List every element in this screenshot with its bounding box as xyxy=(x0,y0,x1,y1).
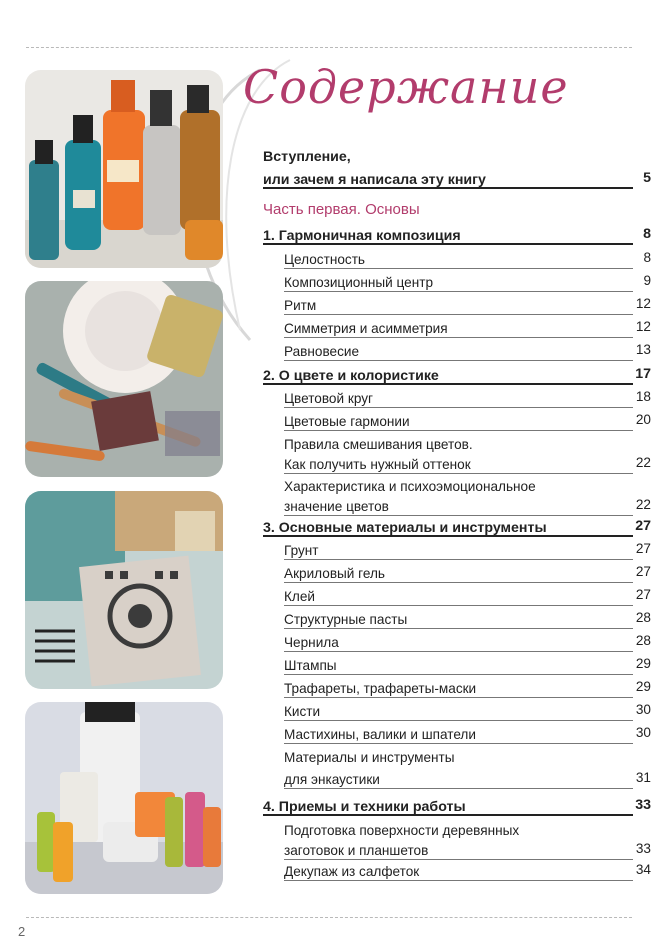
toc-leader-line xyxy=(284,559,633,560)
toc-leader-line xyxy=(284,743,633,744)
toc-leader-line xyxy=(284,880,633,881)
toc-part-heading xyxy=(263,201,651,219)
toc-leader-line xyxy=(284,314,633,315)
toc-entry-text: Симметрия и асимметрия xyxy=(284,321,448,336)
toc-entry-text: заготовок и планшетов xyxy=(284,843,429,858)
photo-spray-bottles xyxy=(25,70,223,268)
toc-leader-line xyxy=(284,291,633,292)
toc-leader-line xyxy=(284,337,633,338)
toc-chapter xyxy=(263,798,651,816)
toc-leader-line xyxy=(284,473,633,474)
toc-page-number: 27 xyxy=(635,564,651,579)
toc-entry-text: Равновесие xyxy=(284,344,360,359)
toc-page-number: 27 xyxy=(635,541,651,556)
toc-entry xyxy=(284,726,651,744)
toc-entry xyxy=(284,274,651,292)
toc-leader-line xyxy=(263,535,633,537)
toc-page-number: 28 xyxy=(635,610,651,625)
toc-entry xyxy=(284,863,651,881)
toc-page-number: 30 xyxy=(635,702,651,717)
toc-entry-text: значение цветов xyxy=(284,499,389,514)
toc-entry-text: Структурные пасты xyxy=(284,612,408,627)
toc-page-number: 8 xyxy=(643,250,651,265)
toc-chapter xyxy=(263,519,651,537)
toc-page-number: 28 xyxy=(635,633,651,648)
photo-jars xyxy=(25,702,223,894)
toc-entry xyxy=(284,413,651,431)
toc-page-number: 33 xyxy=(635,797,651,813)
toc-page-number: 34 xyxy=(635,862,651,877)
toc-entry xyxy=(284,588,651,606)
toc-entry-text: Ритм xyxy=(284,298,317,313)
toc-entry xyxy=(284,320,651,338)
toc-leader-line xyxy=(284,628,633,629)
toc-page-number: 27 xyxy=(635,518,651,534)
toc-entry-text: 3. Основные материалы и инструменты xyxy=(263,520,547,536)
toc-leader-line xyxy=(284,605,633,606)
toc-leader-line xyxy=(284,674,633,675)
photo-stencils xyxy=(25,491,223,689)
toc-page-number: 5 xyxy=(643,170,651,186)
toc-entry xyxy=(284,542,651,560)
toc-entry xyxy=(284,436,651,474)
toc-page-number: 9 xyxy=(643,273,651,288)
toc-page-number: 27 xyxy=(635,587,651,602)
toc-entry xyxy=(284,297,651,315)
toc-entry xyxy=(284,703,651,721)
toc-leader-line xyxy=(284,859,633,860)
toc-entry-text: Штампы xyxy=(284,658,337,673)
toc-entry xyxy=(284,822,651,860)
toc-entry-text: Материалы и инструменты xyxy=(284,750,455,765)
toc-entry xyxy=(284,251,651,269)
toc-leader-line xyxy=(263,243,633,245)
toc-entry-text: Композиционный центр xyxy=(284,275,434,290)
toc-entry xyxy=(284,343,651,361)
toc-page-number: 22 xyxy=(635,455,651,470)
toc-entry-text: Чернила xyxy=(284,635,339,650)
toc-page-number: 12 xyxy=(635,319,651,334)
toc-entry xyxy=(284,390,651,408)
toc-leader-line xyxy=(284,651,633,652)
toc-intro-line2: или зачем я написала эту книгу xyxy=(263,172,486,188)
toc-chapter xyxy=(263,227,651,245)
toc-leader-line xyxy=(263,814,633,816)
toc-page-number: 29 xyxy=(635,656,651,671)
toc-entry-text: 1. Гармоничная композиция xyxy=(263,228,461,244)
toc-entry-text: Трафареты, трафареты-маски xyxy=(284,681,477,696)
toc-entry xyxy=(284,634,651,652)
toc-entry xyxy=(284,478,651,516)
toc-leader-line xyxy=(284,515,633,516)
toc-part-label: Часть первая. Основы xyxy=(263,201,420,218)
toc-page-number: 20 xyxy=(635,412,651,427)
toc-page-number: 31 xyxy=(635,770,651,785)
toc-leader-line xyxy=(263,383,633,385)
toc-entry-text: для энкаустики xyxy=(284,772,380,787)
toc-page-number: 8 xyxy=(643,226,651,242)
toc-leader-line xyxy=(284,720,633,721)
toc-page-number: 13 xyxy=(635,342,651,357)
toc-leader-line xyxy=(284,407,633,408)
toc-entry-text: 4. Приемы и техники работы xyxy=(263,799,466,815)
bottom-dashed-rule xyxy=(26,917,632,918)
toc-entry-text: Цветовой круг xyxy=(284,391,373,406)
toc-leader-line xyxy=(263,187,633,189)
toc-page-number: 18 xyxy=(635,389,651,404)
toc-intro xyxy=(263,148,651,189)
photo-paints-brushes xyxy=(25,281,223,477)
toc-entry-text: Характеристика и психоэмоциональное xyxy=(284,479,536,494)
toc-leader-line xyxy=(284,788,633,789)
toc-entry-text: 2. О цвете и колористике xyxy=(263,368,439,384)
toc-entry-text: Целостность xyxy=(284,252,366,267)
toc-entry xyxy=(284,680,651,698)
toc-leader-line xyxy=(284,582,633,583)
page-number: 2 xyxy=(18,924,26,939)
toc-page-number: 30 xyxy=(635,725,651,740)
toc-leader-line xyxy=(284,430,633,431)
toc-leader-line xyxy=(284,697,633,698)
toc-chapter xyxy=(263,367,651,385)
toc-entry xyxy=(284,657,651,675)
toc-page-number: 29 xyxy=(635,679,651,694)
page-title: Содержание xyxy=(243,60,569,114)
toc-entry-text: Акриловый гель xyxy=(284,566,385,581)
toc-entry-text: Грунт xyxy=(284,543,319,558)
toc-entry-text: Подготовка поверхности деревянных xyxy=(284,823,520,838)
toc-entry xyxy=(284,565,651,583)
toc-entry-text: Клей xyxy=(284,589,316,604)
toc-leader-line xyxy=(284,360,633,361)
toc-page-number: 22 xyxy=(635,497,651,512)
toc-intro-line1: Вступление, xyxy=(263,149,351,165)
toc-page-number: 33 xyxy=(635,841,651,856)
toc-leader-line xyxy=(284,268,633,269)
toc-entry-text: Мастихины, валики и шпатели xyxy=(284,727,476,742)
toc-page-number: 17 xyxy=(635,366,651,382)
toc-entry xyxy=(284,611,651,629)
toc-entry-text: Как получить нужный оттенок xyxy=(284,457,471,472)
toc-entry-text: Правила смешивания цветов. xyxy=(284,437,473,452)
toc-entry-text: Декупаж из салфеток xyxy=(284,864,420,879)
toc-entry xyxy=(284,749,651,789)
top-dashed-rule xyxy=(26,47,632,48)
toc-entry-text: Кисти xyxy=(284,704,321,719)
toc-page-number: 12 xyxy=(635,296,651,311)
toc-entry-text: Цветовые гармонии xyxy=(284,414,410,429)
